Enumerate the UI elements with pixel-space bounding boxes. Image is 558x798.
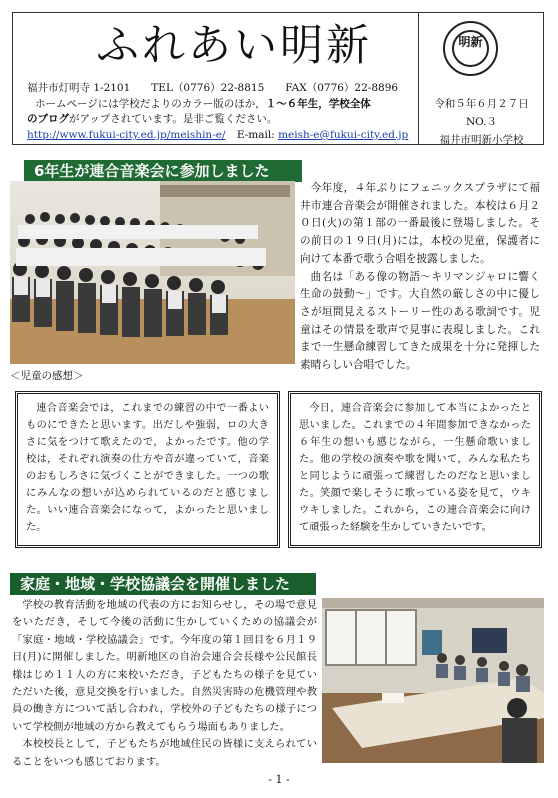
notice-bold: １～６年生，学校全体 xyxy=(265,98,371,110)
impression-box-right xyxy=(288,391,542,548)
homepage-url-link[interactable]: http://www.fukui-city.ed.jp/meishin-e/ xyxy=(27,129,226,141)
meeting-photo xyxy=(322,598,544,763)
impression-left-text xyxy=(26,400,269,536)
impression-right-paragraph: 今日，連合音楽会に参加して本当によかったと思いました。これまでの４年間参加できなかった６年生の想いも感じながら，一生懸命歌いました。他の学校の演奏や歌を聞いて，みんな私たちと同じように頑張って練習したのだなと思いました。笑顔で楽しそうに歌っている姿を見て，ウキウキしました。これから，この連合音楽会に向けて頑張った経験を生かしていきたいです。 xyxy=(299,403,531,533)
email-link[interactable]: meish-e@fukui-city.ed.jp xyxy=(278,129,409,141)
school-address: 福井市灯明寺 1-2101 TEL（0776）22-8815 FAX（0776）22-8896 xyxy=(27,82,399,94)
school-emblem xyxy=(443,21,498,76)
notice-text: ホームページには学校だよりのカラー版のほか， xyxy=(35,98,266,110)
concert-article xyxy=(300,180,540,375)
impression-right-text xyxy=(299,400,531,536)
notice-bold-blog: のブログ xyxy=(27,113,69,125)
meeting-photo-image xyxy=(322,598,544,763)
issue-number: NO.３ xyxy=(465,116,498,128)
section-heading-concert: 6年生が連合音楽会に参加しました xyxy=(24,160,302,182)
notice-text-2: がアップされています。是非ご覧ください。 xyxy=(69,113,278,125)
newsletter-title: ふれあい明新 xyxy=(96,21,372,71)
email-label: E-mail: xyxy=(236,129,275,141)
choir-photo xyxy=(10,181,295,364)
impression-left-paragraph: 連合音楽会では，これまでの練習の中で一番よいものにできたと思います。出だしや強弱，ロの大きさに気をつけて歌えたので，よかったです。他の学校は，それぞれ演奏の仕方や音が違っていて，音楽のおもしろさに気づくことができました。一つの歌にみんなの想いが込められているのだと感じました。いい連合音楽会になって，よかったと思いました。 xyxy=(26,403,269,533)
section-heading-council: 家庭・地域・学校協議会を開催しました xyxy=(10,573,316,595)
concert-paragraph-1: 今年度，４年ぶりにフェニックスプラザにて福井市連合音楽会が開催されました。本校は６月２０日(火)の第１部の一番最後に登場しました。その前日の１９日(月)には，本校の児童，保護者に向けて本番で歌う合唱を披露しました。 xyxy=(300,182,540,265)
homepage-notice-line2 xyxy=(27,112,407,127)
school-emblem-text: 明新 xyxy=(452,30,489,67)
page-number: - 1 - xyxy=(268,773,290,786)
council-paragraph-2: 本校校長として，子どもたちが地域住民の皆様に支えられていることをいつも感じております。 xyxy=(12,738,317,768)
school-name: 福井市明新小学校 xyxy=(439,134,524,146)
council-article xyxy=(12,597,317,771)
impressions-caption: ＜児童の感想＞ xyxy=(10,370,84,382)
choir-photo-image xyxy=(10,181,295,364)
homepage-notice-line1 xyxy=(35,97,415,112)
impression-box-left xyxy=(15,391,280,548)
concert-paragraph-2: 曲名は「ある像の物語～キリマンジャロに響く生命の鼓動～」です。大自然の厳しさの中に優しさが垣間見えるストーリー性のある歌詞です。児童はその情景を歌声で見事に表現しました。これまで一生懸命練習してきた成果を十分に発揮した素晴らしい合唱でした。 xyxy=(300,270,540,372)
council-paragraph-1: 学校の教育活動を地域の代表の方にお知らせし，その場で意見をいただき，そして今後の活動に生かしていくための協議会が「家庭・地域・学校協議会」です。今年度の第１回目を６月１９日(月)に開催しました。明新地区の自治会連合会長様や公民館長様はじめ１１人の方に来校いただき，子どもたちの様子を見ていただいた後，意見交換を行いました。自然災害時の危機管理や教員の働き方について話し合われ，学校外の子どもたちの様子について学校側が地域の方から教えてもらう場面もありました。 xyxy=(12,599,317,733)
contact-links xyxy=(27,128,407,143)
issue-date: 令和５年６月２７日 xyxy=(434,98,529,110)
newsletter-header xyxy=(12,12,544,145)
